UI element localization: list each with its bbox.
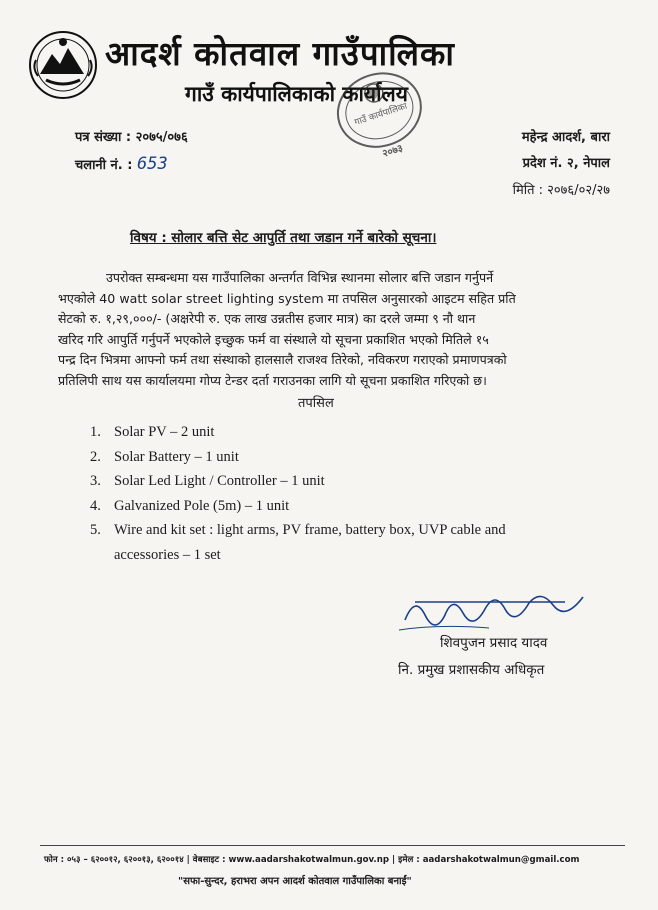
item-text: Solar Battery – 1 unit (114, 448, 239, 465)
item-number: 3. (90, 473, 101, 489)
chalani-number: 653 (136, 154, 168, 174)
notice-body (58, 268, 618, 391)
body-line: उपरोक्त सम्बन्धमा यस गाउँपालिका अन्तर्गत विभिन्न स्थानमा सोलार बत्ति जडान गर्नुपर्ने (106, 270, 494, 285)
item-number: 5. (90, 522, 101, 538)
seal-year: २०७३ (381, 143, 405, 160)
chalani-line (75, 151, 188, 177)
footer-slogan: "सफा-सुन्दर, हराभरा अपन आदर्श कोतवाल गाउँपालिका बनाईं" (178, 876, 412, 887)
nepal-emblem-logo (28, 30, 98, 100)
body-line: सेटको रु. १,२९,०००/- (अक्षरेपी रु. एक लाख उन्नतीस हजार मात्र) का दरले जम्मा ९ नौ थान (58, 311, 476, 326)
list-item (90, 518, 570, 543)
tapasil-heading: तपसिल (298, 396, 334, 411)
signer-title: नि. प्रमुख प्रशासकीय अधिकृत (398, 662, 545, 678)
seal-text: गाउँ कार्यपालिका (353, 101, 409, 129)
body-line: खरिद गरि आपुर्ति गर्नुपर्ने भएकोले इच्छुक फर्म वा संस्थाले यो सूचना प्रकाशित भएको मितिले १५ (58, 331, 489, 347)
chalani-label: चलानी नं. : (75, 158, 133, 173)
address-block (522, 125, 610, 177)
patra-sankhya: पत्र संख्या : २०७५/०७६ (75, 130, 188, 145)
list-item (90, 469, 570, 494)
org-name: आदर्श कोतवाल गाउँपालिका (105, 34, 455, 73)
item-number: 2. (90, 448, 101, 465)
item-number: 4. (90, 497, 101, 514)
item-text: Wire and kit set : light arms, PV frame, battery box, UVP cable and (114, 522, 506, 538)
list-item (90, 494, 570, 519)
subject-line: विषय : सोलार बत्ति सेट आपुर्ति तथा जडान गर्ने बारेको सूचना। (130, 230, 437, 246)
letter-date: मिति : २०७६/०२/२७ (512, 183, 610, 198)
handwritten-signature (395, 580, 595, 640)
item-text: Solar PV – 2 unit (114, 424, 215, 440)
body-line: प्रतिलिपी साथ यस कार्यालयमा गोप्य टेन्डर दर्ता गराउनका लागि यो सूचना प्रकाशित गरिएको छ। (58, 372, 487, 388)
item-text: accessories – 1 set (114, 546, 221, 563)
list-item (90, 420, 570, 445)
office-name: गाउँ कार्यपालिकाको कार्यालय (185, 82, 408, 106)
list-item (90, 445, 570, 470)
footer-contact: फोन : ०५३ – ६२००१२, ६२००१३, ६२००१४ | वेबसाइट : www.aadarshakotwalmun.gov.np | इमेल : aadarshakotwalmun@gmail.com (44, 855, 580, 865)
footer-divider (40, 845, 625, 846)
body-line: भएकोले 40 watt solar street lighting system मा तपसिल अनुसारको आइटम सहित प्रति (58, 290, 516, 306)
list-item-continuation (90, 543, 570, 568)
item-text: Galvanized Pole (5m) – 1 unit (114, 497, 290, 514)
office-seal-stamp (325, 62, 435, 162)
signer-name: शिवपुजन प्रसाद यादव (440, 635, 548, 651)
item-number (90, 543, 114, 568)
item-text: Solar Led Light / Controller – 1 unit (114, 473, 325, 489)
reference-block (75, 125, 188, 177)
body-line: पन्द्र दिन भित्रमा आफ्नो फर्म तथा संस्थाको हालसालै राजश्व तिरेको, नविकरण गराएको प्रमाणपत्रको (58, 352, 507, 367)
item-number: 1. (90, 424, 101, 440)
address-line-2: प्रदेश नं. २, नेपाल (522, 156, 610, 171)
item-list (90, 420, 570, 567)
address-line-1: महेन्द्र आदर्श, बारा (521, 130, 610, 145)
